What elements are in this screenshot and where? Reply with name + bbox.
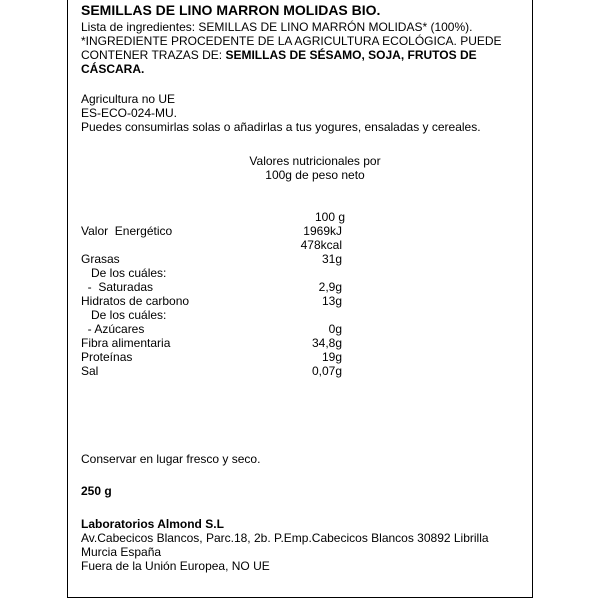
ingredients-traces-prefix: CONTENER TRAZAS DE: <box>81 48 226 62</box>
usage-text: Puedes consumirlas solas o añadirlas a tus yogures, ensaladas y cereales. <box>81 120 481 134</box>
ingredients-line-1: Lista de ingredientes: SEMILLAS DE LINO MARRÓN MOLIDAS* (100%). <box>81 20 473 34</box>
ingredients-line-3 <box>81 48 477 62</box>
nutrition-column-header: 100 g <box>314 210 345 224</box>
nutrition-row-label: Proteínas <box>81 350 133 364</box>
nutrition-row-value: 31g <box>321 252 342 266</box>
nutrition-row-value: 13g <box>321 294 342 308</box>
nutrition-row-label: Valor Energético <box>81 224 173 238</box>
origin-note: Fuera de la Unión Europea, NO UE <box>81 559 270 573</box>
nutrition-row-value: 34,8g <box>311 336 342 350</box>
nutrition-row-label: Hidratos de carbono <box>81 294 190 308</box>
nutrition-row-label: Fibra alimentaria <box>81 336 171 350</box>
company-address-line-1: Av.Cabecicos Blancos, Parc.18, 2b. P.Emp.Cabecicos Blancos 30892 Librilla <box>81 531 489 545</box>
nutrition-row-label: De los cuáles: <box>81 308 167 322</box>
nutrition-row-value: 19g <box>321 350 342 364</box>
nutrition-row-value: 1969kJ <box>303 224 342 238</box>
eco-certification-code: ES-ECO-024-MU. <box>81 106 178 120</box>
company-address-line-2: Murcia España <box>81 545 162 559</box>
nutrition-row-label: Sal <box>81 364 99 378</box>
nutrition-header-line-2: 100g de peso neto <box>265 168 365 182</box>
company-name: Laboratorios Almond S.L <box>81 517 224 531</box>
ingredients-allergens: SEMILLAS DE SÉSAMO, SOJA, FRUTOS DE <box>225 48 477 62</box>
nutrition-row-label: - Saturadas <box>81 280 154 294</box>
nutrition-row-label: De los cuáles: <box>81 266 167 280</box>
storage-instructions: Conservar en lugar fresco y seco. <box>81 452 261 466</box>
agriculture-origin: Agricultura no UE <box>81 92 176 106</box>
product-title: SEMILLAS DE LINO MARRON MOLIDAS BIO. <box>81 2 381 18</box>
nutrition-row-value: 478kcal <box>300 238 342 252</box>
nutrition-row-label: Grasas <box>81 252 120 266</box>
nutrition-header-line-1: Valores nutricionales por <box>249 154 381 168</box>
nutrition-row-value: 0,07g <box>311 364 342 378</box>
net-weight: 250 g <box>81 484 112 498</box>
ingredients-line-4: CÁSCARA. <box>81 62 145 76</box>
nutrition-row-label: - Azúcares <box>81 322 145 336</box>
nutrition-row-value: 2,9g <box>318 280 342 294</box>
nutrition-row-value: 0g <box>328 322 342 336</box>
ingredients-line-2: *INGREDIENTE PROCEDENTE DE LA AGRICULTURA ECOLÓGICA. PUEDE <box>81 34 502 48</box>
